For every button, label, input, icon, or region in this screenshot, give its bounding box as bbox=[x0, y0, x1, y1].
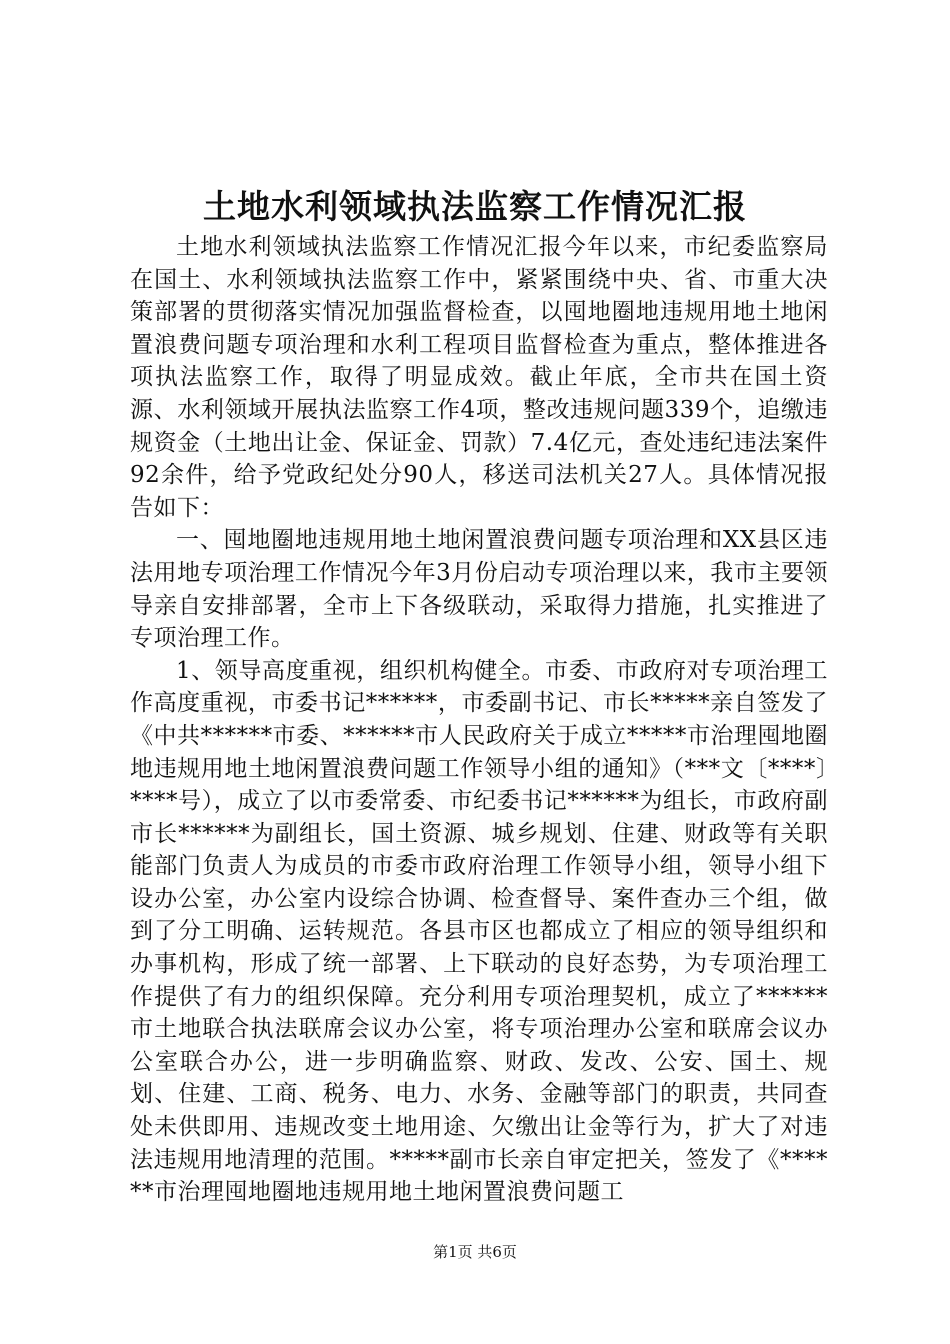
intro-paragraph: 土地水利领域执法监察工作情况汇报今年以来，市纪委监察局在国土、水利领域执法监察工作中，紧紧围绕中央、省、市重大决策部署的贯彻落实情况加强监督检查，以囤地圈地违规用地土地闲置浪费问题专项治理和水利工程项目监督检查为重点，整体推进各项执法监察工作，取得了明显成效。截止年底，全市共在国土资源、水利领域开展执法监察工作4项，整改违规问题339个，追缴违规资金（土地出让金、保证金、罚款）7.4亿元，查处违纪违法案件92余件，给予党政纪处分90人，移送司法机关27人。具体情况报告如下： bbox=[130, 234, 828, 521]
page-footer: 第1页 共6页 bbox=[433, 1243, 517, 1261]
document-body bbox=[130, 231, 828, 1209]
section-one-paragraph: 一、囤地圈地违规用地土地闲置浪费问题专项治理和XX县区违法用地专项治理工作情况今年3月份启动专项治理以来，我市主要领导亲自安排部署，全市上下各级联动，采取得力措施，扎实推进了专项治理工作。 bbox=[130, 527, 828, 652]
document-title: 土地水利领域执法监察工作情况汇报 bbox=[203, 187, 747, 226]
item-one-paragraph: 1、领导高度重视，组织机构健全。市委、市政府对专项治理工作高度重视，市委书记******，市委副书记、市长*****亲自签发了《中共******市委、******市人民政府关于成立*****市治理囤地圈地违规用地土地闲置浪费问题工作领导小组的通知》（***文〔****〕****号），成立了以市委常委、市纪委书记******为组长，市政府副市长******为副组长，国土资源、城乡规划、住建、财政等有关职能部门负责人为成员的市委市政府治理工作领导小组，领导小组下设办公室，办公室内设综合协调、检查督导、案件查办三个组，做到了分工明确、运转规范。各县市区也都成立了相应的领导组织和办事机构，形成了统一部署、上下联动的良好态势，为专项治理工作提供了有力的组织保障。充分利用专项治理契机，成立了******市土地联合执法联席会议办公室，将专项治理办公室和联席会议办公室联合办公，进一步明确监察、财政、发改、公安、国土、规划、住建、工商、税务、电力、水务、金融等部门的职责，共同查处未供即用、违规改变土地用途、欠缴出让金等行为，扩大了对违法违规用地清理的范围。*****副市长亲自审定把关，签发了《******市治理囤地圈地违规用地土地闲置浪费问题工 bbox=[130, 657, 828, 1206]
